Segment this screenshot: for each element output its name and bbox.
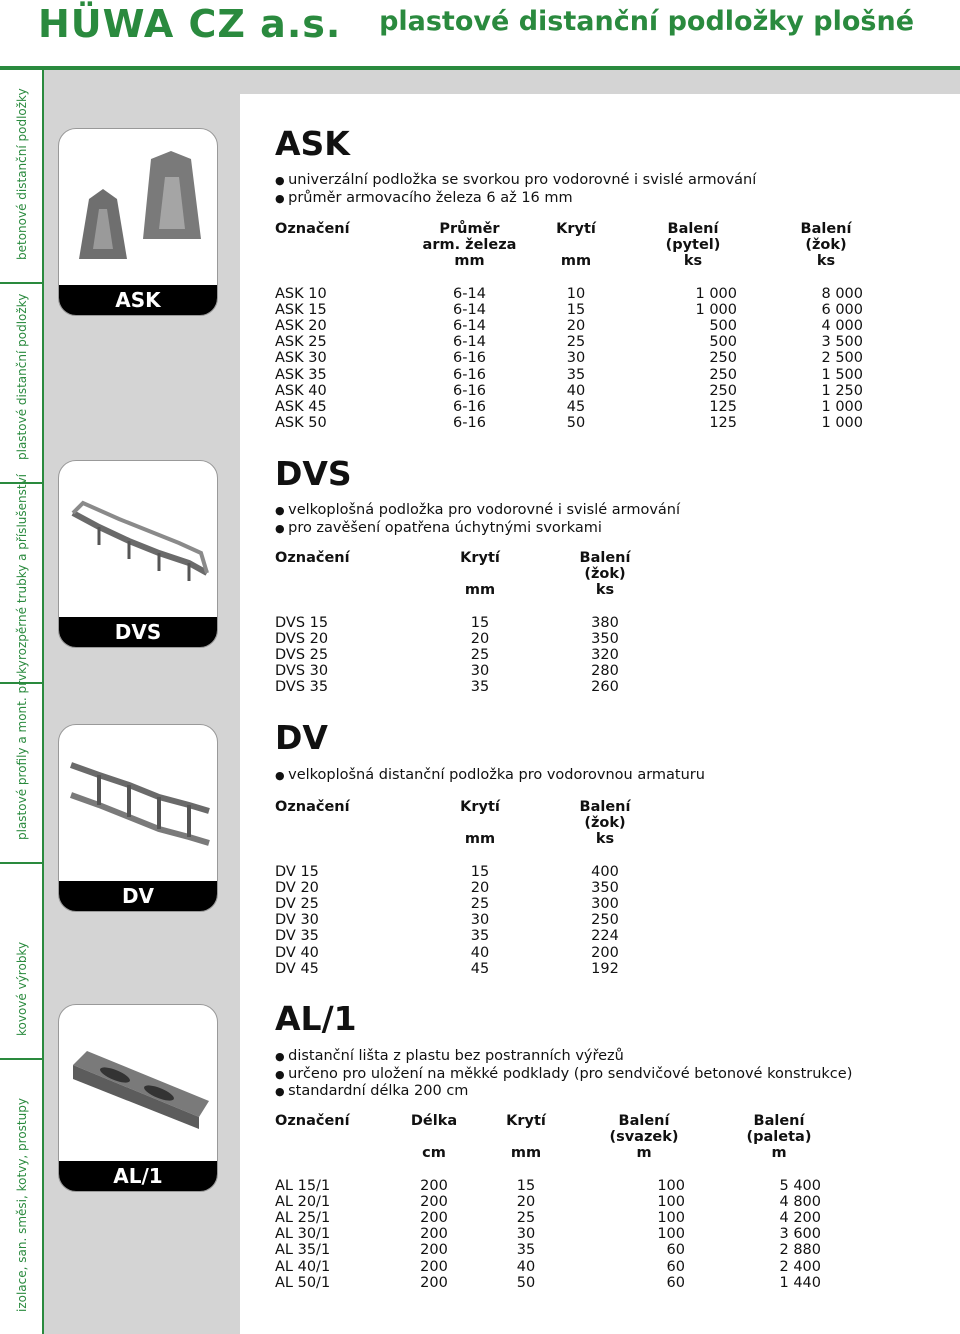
sidebar-tab-trubky[interactable]: [0, 473, 44, 684]
table-cell: 35: [566, 366, 586, 383]
table-row: [275, 1242, 847, 1258]
table-cell: AL 15/1: [275, 1177, 331, 1194]
table-cell: Balení: [579, 799, 631, 815]
table-cell: 30: [566, 350, 586, 367]
sidebar-tab-plast[interactable]: [0, 284, 44, 484]
table-cell: 4 200: [779, 1210, 821, 1227]
table-cell: 35: [516, 1242, 536, 1259]
table-cell: ks: [816, 253, 836, 270]
table-cell: [529, 237, 623, 253]
table-cell: 400: [591, 863, 619, 880]
table-cell: 1 000: [821, 415, 863, 432]
table-header-row: [275, 1129, 847, 1145]
table-spacer: [275, 270, 889, 286]
table-cell: 6-16: [453, 366, 486, 383]
page-title: plastové distanční podložky plošné: [379, 6, 914, 37]
ask-table: [275, 221, 889, 431]
table-cell: 100: [657, 1193, 685, 1210]
table-cell: 25: [516, 1210, 536, 1227]
table-cell: 125: [709, 415, 737, 432]
company-logo: HÜWA CZ a.s.: [38, 2, 342, 46]
dv-bullets: [275, 767, 705, 785]
card-label: ASK: [59, 285, 217, 315]
table-cell: 40: [566, 382, 586, 399]
table-spacer: [275, 1162, 847, 1178]
table-cell: 6 000: [821, 301, 863, 318]
table-cell: DV 20: [275, 879, 319, 896]
table-cell: 30: [470, 663, 490, 680]
table-cell: 200: [420, 1226, 448, 1243]
table-cell: 25: [566, 334, 586, 351]
product-card-ask: [58, 128, 218, 316]
table-cell: DV 15: [275, 863, 319, 880]
bullet-item: ● pro zavěšení opatřena úchytnými svorkami: [275, 520, 680, 538]
table-cell: 4 800: [779, 1193, 821, 1210]
ask-product-image: [59, 129, 217, 285]
table-cell: [445, 566, 515, 582]
table-cell: AL 40/1: [275, 1258, 331, 1275]
table-cell: 6-16: [453, 399, 486, 416]
table-row: [275, 415, 889, 431]
table-header-row: [275, 831, 695, 847]
table-cell: 380: [591, 614, 619, 631]
table-cell: 1 500: [821, 366, 863, 383]
table-cell: 30: [516, 1226, 536, 1243]
sidebar-tab-label: betonové distanční podložky: [15, 88, 29, 260]
table-cell: 200: [591, 944, 619, 961]
table-row: [275, 615, 695, 631]
table-cell: Průměr: [439, 221, 500, 237]
table-header-row: [275, 550, 695, 566]
table-cell: 300: [591, 896, 619, 913]
table-header-row: [275, 221, 889, 237]
table-cell: ASK 25: [275, 334, 327, 351]
table-cell: (svazek): [609, 1129, 679, 1146]
category-sidebar: [0, 70, 44, 1334]
table-cell: Označení: [275, 1113, 350, 1129]
bullet-item: ● určeno pro uložení na měkké podklady (pro sendvičové betonové konstrukce): [275, 1066, 852, 1084]
table-cell: mm: [510, 1145, 542, 1162]
table-cell: DV 25: [275, 896, 319, 913]
table-cell: 8 000: [821, 285, 863, 302]
dv-table: [275, 799, 695, 977]
table-cell: 250: [591, 912, 619, 929]
table-cell: Označení: [275, 799, 350, 815]
table-cell: ASK 10: [275, 285, 327, 302]
table-cell: 224: [591, 928, 619, 945]
table-cell: DV 35: [275, 928, 319, 945]
table-cell: 45: [566, 399, 586, 416]
table-cell: 350: [591, 630, 619, 647]
table-row: [275, 663, 695, 679]
table-header-row: [275, 253, 889, 269]
table-cell: 1 000: [695, 301, 737, 318]
sidebar-tab-label: plastové profily a mont. prvky: [15, 660, 29, 840]
al-product-image: [59, 1005, 217, 1161]
table-cell: 25: [470, 896, 490, 913]
sidebar-tab-kovove[interactable]: [0, 864, 44, 1060]
table-cell: (žok): [584, 815, 626, 832]
table-cell: 15: [470, 614, 490, 631]
table-cell: 25: [470, 647, 490, 664]
table-cell: DV 30: [275, 912, 319, 929]
table-cell: Délka: [410, 1113, 458, 1129]
table-cell: 6-16: [453, 415, 486, 432]
table-cell: 6-14: [453, 301, 486, 318]
table-row: [275, 961, 695, 977]
table-cell: 6-14: [453, 318, 486, 335]
product-card-al: [58, 1004, 218, 1192]
table-cell: 100: [657, 1226, 685, 1243]
table-cell: m: [636, 1145, 652, 1162]
table-row: [275, 679, 695, 695]
table-cell: ASK 45: [275, 399, 327, 416]
table-cell: DV 45: [275, 960, 319, 977]
table-row: [275, 647, 695, 663]
table-cell: Krytí: [506, 1113, 546, 1129]
table-cell: 60: [666, 1242, 685, 1259]
table-row: [275, 302, 889, 318]
table-row: [275, 1178, 847, 1194]
table-cell: 320: [591, 647, 619, 664]
table-cell: DVS 30: [275, 663, 329, 680]
table-cell: 1 250: [821, 382, 863, 399]
table-row: [275, 880, 695, 896]
table-row: [275, 928, 695, 944]
table-row: [275, 1226, 847, 1242]
table-cell: mm: [464, 831, 496, 848]
table-cell: 192: [591, 960, 619, 977]
table-cell: (paleta): [746, 1129, 812, 1146]
table-cell: ASK 30: [275, 350, 327, 367]
table-cell: 1 440: [779, 1274, 821, 1291]
table-header-row: [275, 1145, 847, 1161]
sidebar-tab-label: izolace, san. směsi, kotvy, prostupy: [15, 1098, 29, 1312]
section-title-al: AL/1: [275, 999, 357, 1038]
table-cell: 5 400: [779, 1177, 821, 1194]
table-cell: mm: [464, 582, 496, 599]
sidebar-tab-beton[interactable]: [0, 70, 44, 284]
sidebar-tab-label: plastové distanční podložky: [15, 293, 29, 460]
table-row: [275, 367, 889, 383]
table-row: [275, 864, 695, 880]
table-row: [275, 1194, 847, 1210]
table-cell: Balení: [579, 550, 631, 566]
table-cell: Označení: [275, 550, 350, 566]
table-cell: 200: [420, 1210, 448, 1227]
table-header-row: [275, 815, 695, 831]
table-cell: [475, 1129, 577, 1145]
table-cell: 250: [709, 382, 737, 399]
table-cell: cm: [422, 1145, 446, 1162]
table-cell: 350: [591, 879, 619, 896]
table-cell: 250: [709, 350, 737, 367]
table-header-row: [275, 237, 889, 253]
table-cell: Balení: [667, 221, 719, 237]
table-header-row: [275, 1113, 847, 1129]
table-cell: ASK 40: [275, 382, 327, 399]
al-bullets: [275, 1048, 852, 1101]
table-cell: 40: [470, 944, 490, 961]
table-cell: ks: [595, 582, 615, 599]
table-cell: 35: [470, 928, 490, 945]
table-row: [275, 896, 695, 912]
table-cell: DVS 35: [275, 679, 329, 696]
top-grey-band: [240, 70, 960, 94]
table-row: [275, 912, 695, 928]
bullet-item: ● standardní délka 200 cm: [275, 1083, 852, 1101]
table-cell: 60: [666, 1274, 685, 1291]
table-row: [275, 945, 695, 961]
table-cell: ASK 20: [275, 318, 327, 335]
table-cell: Krytí: [460, 550, 500, 566]
dvs-table: [275, 550, 695, 696]
table-cell: (žok): [584, 566, 626, 583]
table-cell: ASK 15: [275, 301, 327, 318]
table-cell: 15: [566, 301, 586, 318]
table-cell: [275, 831, 445, 847]
table-row: [275, 1259, 847, 1275]
sidebar-tab-profily[interactable]: [0, 660, 44, 864]
table-cell: 10: [566, 285, 586, 302]
sidebar-tab-label: rozpěrné trubky a příslušenství: [15, 473, 29, 660]
table-cell: [393, 1129, 475, 1145]
table-cell: [275, 815, 445, 831]
table-cell: 2 500: [821, 350, 863, 367]
table-cell: AL 30/1: [275, 1226, 331, 1243]
table-cell: DV 40: [275, 944, 319, 961]
table-cell: 30: [470, 912, 490, 929]
table-cell: 500: [709, 334, 737, 351]
table-row: [275, 318, 889, 334]
product-card-dvs: [58, 460, 218, 648]
table-cell: Balení: [800, 221, 852, 237]
table-cell: 6-16: [453, 350, 486, 367]
table-cell: ks: [683, 253, 703, 270]
table-cell: 125: [709, 399, 737, 416]
table-row: [275, 286, 889, 302]
table-cell: DVS 20: [275, 630, 329, 647]
table-cell: AL 50/1: [275, 1274, 331, 1291]
table-cell: 4 000: [821, 318, 863, 335]
table-row: [275, 334, 889, 350]
table-cell: 15: [516, 1177, 536, 1194]
table-cell: 40: [516, 1258, 536, 1275]
table-spacer: [275, 599, 695, 615]
table-cell: 45: [470, 960, 490, 977]
bullet-item: ● velkoplošná distanční podložka pro vodorovnou armaturu: [275, 767, 705, 785]
table-cell: 1 000: [695, 285, 737, 302]
table-cell: 20: [470, 630, 490, 647]
table-cell: 50: [516, 1274, 536, 1291]
table-cell: ASK 50: [275, 415, 327, 432]
product-card-dv: [58, 724, 218, 912]
table-cell: 50: [566, 415, 586, 432]
table-cell: 200: [420, 1258, 448, 1275]
card-label: AL/1: [59, 1161, 217, 1191]
table-cell: [275, 253, 410, 269]
table-cell: 260: [591, 679, 619, 696]
table-header-row: [275, 566, 695, 582]
table-cell: Krytí: [556, 221, 596, 237]
table-cell: 6-14: [453, 285, 486, 302]
table-cell: [275, 566, 445, 582]
table-header-row: [275, 582, 695, 598]
table-cell: AL 20/1: [275, 1193, 331, 1210]
table-cell: 200: [420, 1193, 448, 1210]
table-cell: 35: [470, 679, 490, 696]
dvs-product-image: [59, 461, 217, 617]
table-cell: AL 35/1: [275, 1242, 331, 1259]
table-cell: 2 400: [779, 1258, 821, 1275]
table-cell: mm: [454, 253, 485, 270]
table-row: [275, 1275, 847, 1291]
table-cell: 2 880: [779, 1242, 821, 1259]
table-cell: mm: [560, 253, 592, 270]
card-label: DVS: [59, 617, 217, 647]
table-cell: Balení: [618, 1113, 670, 1129]
table-cell: DVS 25: [275, 647, 329, 664]
bullet-item: ● univerzální podložka se svorkou pro vodorovné i svislé armování: [275, 172, 756, 190]
table-cell: 15: [470, 863, 490, 880]
card-label: DV: [59, 881, 217, 911]
dv-product-image: [59, 725, 217, 881]
table-cell: [275, 1129, 393, 1145]
table-cell: (pytel): [665, 237, 721, 254]
section-title-ask: ASK: [275, 124, 350, 163]
table-cell: 100: [657, 1177, 685, 1194]
ask-bullets: [275, 172, 756, 207]
table-row: [275, 631, 695, 647]
table-cell: Balení: [753, 1113, 805, 1129]
al-table: [275, 1113, 847, 1291]
sidebar-tab-izolace[interactable]: [0, 1060, 44, 1334]
bullet-item: ● distanční lišta z plastu bez postranních výřezů: [275, 1048, 852, 1066]
bullet-item: ● velkoplošná podložka pro vodorovné i svislé armování: [275, 502, 680, 520]
table-cell: Krytí: [460, 799, 500, 815]
table-cell: 6-14: [453, 334, 486, 351]
table-cell: [275, 237, 410, 253]
table-cell: 500: [709, 318, 737, 335]
table-cell: 20: [566, 318, 586, 335]
table-cell: arm. železa: [422, 237, 517, 254]
table-cell: 20: [516, 1193, 536, 1210]
table-cell: 100: [657, 1210, 685, 1227]
table-cell: 6-16: [453, 382, 486, 399]
table-cell: 20: [470, 879, 490, 896]
table-cell: AL 25/1: [275, 1210, 331, 1227]
section-title-dvs: DVS: [275, 454, 352, 493]
table-cell: 1 000: [821, 399, 863, 416]
table-cell: m: [771, 1145, 787, 1162]
table-cell: 200: [420, 1242, 448, 1259]
table-cell: ASK 35: [275, 366, 327, 383]
table-cell: 3 500: [821, 334, 863, 351]
table-cell: 280: [591, 663, 619, 680]
table-cell: DVS 15: [275, 614, 329, 631]
table-spacer: [275, 848, 695, 864]
table-cell: 3 600: [779, 1226, 821, 1243]
section-title-dv: DV: [275, 718, 328, 757]
table-cell: [275, 1145, 393, 1161]
table-row: [275, 350, 889, 366]
table-row: [275, 383, 889, 399]
table-cell: 60: [666, 1258, 685, 1275]
table-cell: Označení: [275, 221, 350, 237]
table-header-row: [275, 799, 695, 815]
table-cell: [445, 815, 515, 831]
dvs-bullets: [275, 502, 680, 537]
bullet-item: ● průměr armovacího železa 6 až 16 mm: [275, 190, 756, 208]
table-cell: 250: [709, 366, 737, 383]
table-row: [275, 1210, 847, 1226]
table-cell: (žok): [805, 237, 847, 254]
table-cell: ks: [595, 831, 615, 848]
sidebar-tab-label: kovové výrobky: [15, 941, 29, 1036]
table-cell: [275, 582, 445, 598]
table-cell: 200: [420, 1274, 448, 1291]
table-cell: 200: [420, 1177, 448, 1194]
table-row: [275, 399, 889, 415]
